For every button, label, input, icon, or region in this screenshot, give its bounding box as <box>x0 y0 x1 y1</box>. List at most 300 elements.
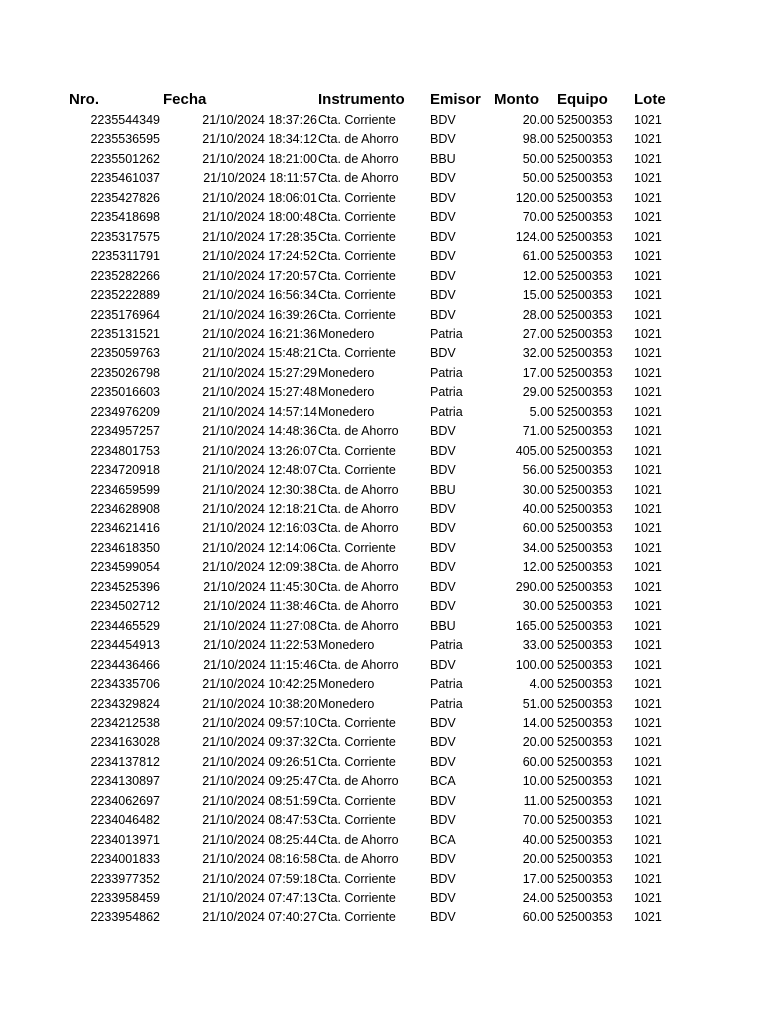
table-row <box>0 714 768 734</box>
cell-emisor: BDV <box>430 132 456 147</box>
cell-equipo: 52500353 <box>557 151 613 166</box>
cell-lote: 1021 <box>634 132 662 147</box>
cell-nro: 2233977352 <box>90 871 160 886</box>
table-row <box>0 597 768 617</box>
cell-equipo: 52500353 <box>557 774 613 789</box>
cell-equipo: 52500353 <box>557 443 613 458</box>
table-row <box>0 889 768 909</box>
cell-lote: 1021 <box>634 891 662 905</box>
cell-monto: 290.00 <box>515 579 554 594</box>
cell-instrumento: Cta. Corriente <box>318 307 396 322</box>
cell-fecha: 21/10/2024 07:47:13 <box>202 891 317 905</box>
cell-fecha: 21/10/2024 12:48:07 <box>202 463 317 478</box>
cell-fecha: 21/10/2024 18:00:48 <box>202 210 317 225</box>
cell-instrumento: Monedero <box>318 696 375 711</box>
header-instrumento: Instrumento <box>318 91 405 108</box>
table-row <box>0 675 768 695</box>
cell-lote: 1021 <box>634 560 662 575</box>
cell-lote: 1021 <box>634 151 662 166</box>
cell-emisor: BDV <box>430 443 456 458</box>
cell-nro: 2235282266 <box>90 268 160 283</box>
cell-monto: 98.00 <box>522 132 554 147</box>
cell-nro: 2235026798 <box>90 365 160 380</box>
cell-monto: 14.00 <box>522 715 554 730</box>
cell-lote: 1021 <box>634 793 662 808</box>
cell-instrumento: Cta. de Ahorro <box>318 560 399 575</box>
cell-fecha: 21/10/2024 12:14:06 <box>202 540 317 555</box>
cell-instrumento: Cta. de Ahorro <box>318 599 399 614</box>
cell-instrumento: Cta. de Ahorro <box>318 171 399 186</box>
cell-emisor: BDV <box>430 229 456 244</box>
cell-equipo: 52500353 <box>557 229 613 244</box>
cell-fecha: 21/10/2024 09:57:10 <box>202 715 317 730</box>
cell-fecha: 21/10/2024 08:51:59 <box>202 793 317 808</box>
cell-instrumento: Cta. Corriente <box>318 891 396 905</box>
cell-nro: 2235536595 <box>90 132 160 147</box>
table-row <box>0 247 768 267</box>
cell-emisor: BDV <box>430 171 456 186</box>
cell-emisor: BDV <box>430 502 456 516</box>
table-row <box>0 403 768 423</box>
cell-lote: 1021 <box>634 404 662 419</box>
cell-lote: 1021 <box>634 521 662 536</box>
cell-fecha: 21/10/2024 18:11:57 <box>203 171 317 186</box>
cell-emisor: BDV <box>430 735 456 750</box>
header-nro: Nro. <box>69 91 99 108</box>
cell-fecha: 21/10/2024 18:34:12 <box>202 132 317 147</box>
cell-equipo: 52500353 <box>557 365 613 380</box>
cell-emisor: BDV <box>430 307 456 322</box>
cell-lote: 1021 <box>634 813 662 828</box>
cell-emisor: BDV <box>430 871 456 886</box>
cell-monto: 20.00 <box>522 113 554 127</box>
cell-equipo: 52500353 <box>557 735 613 750</box>
cell-lote: 1021 <box>634 638 662 653</box>
cell-nro: 2235418698 <box>90 210 160 225</box>
cell-equipo: 52500353 <box>557 482 613 497</box>
table-row <box>0 908 768 928</box>
cell-equipo: 52500353 <box>557 326 613 341</box>
cell-monto: 29.00 <box>522 385 554 400</box>
cell-emisor: Patria <box>430 365 463 380</box>
cell-monto: 20.00 <box>522 852 554 867</box>
table-row <box>0 267 768 287</box>
cell-emisor: BDV <box>430 813 456 828</box>
cell-equipo: 52500353 <box>557 560 613 575</box>
cell-monto: 12.00 <box>522 560 554 575</box>
cell-instrumento: Cta. de Ahorro <box>318 151 399 166</box>
cell-nro: 2235311791 <box>91 249 160 264</box>
table-row <box>0 325 768 345</box>
cell-instrumento: Cta. Corriente <box>318 113 396 127</box>
cell-fecha: 21/10/2024 11:22:53 <box>203 638 317 653</box>
cell-lote: 1021 <box>634 171 662 186</box>
cell-monto: 27.00 <box>522 326 554 341</box>
cell-emisor: BDV <box>430 579 456 594</box>
cell-lote: 1021 <box>634 910 662 925</box>
cell-monto: 120.00 <box>515 190 554 205</box>
cell-nro: 2235222889 <box>90 288 160 303</box>
cell-emisor: BDV <box>430 540 456 555</box>
cell-fecha: 21/10/2024 07:59:18 <box>202 871 317 886</box>
cell-equipo: 52500353 <box>557 502 613 516</box>
cell-equipo: 52500353 <box>557 638 613 653</box>
table-row <box>0 111 768 131</box>
cell-monto: 11.00 <box>523 793 554 808</box>
table-row <box>0 811 768 831</box>
header-equipo: Equipo <box>557 91 608 108</box>
cell-equipo: 52500353 <box>557 618 613 633</box>
cell-monto: 60.00 <box>522 521 554 536</box>
cell-emisor: BDV <box>430 190 456 205</box>
cell-monto: 50.00 <box>522 151 554 166</box>
cell-lote: 1021 <box>634 249 662 264</box>
cell-equipo: 52500353 <box>557 754 613 769</box>
cell-nro: 2235059763 <box>90 346 160 361</box>
cell-fecha: 21/10/2024 11:45:30 <box>203 579 317 594</box>
cell-fecha: 21/10/2024 11:15:46 <box>203 657 317 672</box>
cell-fecha: 21/10/2024 16:39:26 <box>202 307 317 322</box>
cell-instrumento: Cta. Corriente <box>318 210 396 225</box>
cell-monto: 100.00 <box>515 657 554 672</box>
cell-monto: 70.00 <box>522 210 554 225</box>
cell-nro: 2234163028 <box>90 735 160 750</box>
cell-lote: 1021 <box>634 852 662 867</box>
cell-monto: 12.00 <box>522 268 554 283</box>
cell-instrumento: Cta. de Ahorro <box>318 521 399 536</box>
cell-equipo: 52500353 <box>557 793 613 808</box>
cell-emisor: BDV <box>430 113 456 127</box>
cell-monto: 56.00 <box>522 463 554 478</box>
cell-instrumento: Cta. Corriente <box>318 249 396 264</box>
cell-instrumento: Cta. Corriente <box>318 443 396 458</box>
cell-fecha: 21/10/2024 09:37:32 <box>202 735 317 750</box>
cell-monto: 405.00 <box>515 443 554 458</box>
cell-equipo: 52500353 <box>557 210 613 225</box>
cell-equipo: 52500353 <box>557 677 613 692</box>
cell-lote: 1021 <box>634 482 662 497</box>
cell-equipo: 52500353 <box>557 540 613 555</box>
cell-lote: 1021 <box>634 832 662 847</box>
cell-emisor: BCA <box>430 832 456 847</box>
cell-instrumento: Cta. de Ahorro <box>318 502 399 516</box>
header-lote: Lote <box>634 91 666 108</box>
cell-emisor: BDV <box>430 346 456 361</box>
cell-monto: 60.00 <box>522 754 554 769</box>
cell-nro: 2234335706 <box>90 677 160 692</box>
cell-instrumento: Cta. Corriente <box>318 190 396 205</box>
cell-equipo: 52500353 <box>557 852 613 867</box>
cell-nro: 2235544349 <box>90 113 160 127</box>
cell-emisor: BDV <box>430 599 456 614</box>
cell-fecha: 21/10/2024 12:18:21 <box>202 502 317 516</box>
table-row <box>0 519 768 539</box>
header-emisor: Emisor <box>430 91 481 108</box>
cell-lote: 1021 <box>634 268 662 283</box>
cell-fecha: 21/10/2024 11:38:46 <box>203 599 317 614</box>
cell-equipo: 52500353 <box>557 579 613 594</box>
cell-nro: 2235427826 <box>90 190 160 205</box>
cell-nro: 2234502712 <box>90 599 160 614</box>
cell-emisor: BDV <box>430 288 456 303</box>
cell-equipo: 52500353 <box>557 288 613 303</box>
cell-emisor: BDV <box>430 210 456 225</box>
cell-nro: 2234062697 <box>90 793 160 808</box>
cell-nro: 2234137812 <box>90 754 160 769</box>
cell-equipo: 52500353 <box>557 696 613 711</box>
table-row <box>0 208 768 228</box>
cell-fecha: 21/10/2024 16:56:34 <box>202 288 317 303</box>
cell-equipo: 52500353 <box>557 424 613 439</box>
cell-instrumento: Cta. de Ahorro <box>318 657 399 672</box>
table-row <box>0 695 768 715</box>
cell-equipo: 52500353 <box>557 404 613 419</box>
table-row <box>0 831 768 851</box>
table-row <box>0 422 768 442</box>
cell-equipo: 52500353 <box>557 171 613 186</box>
cell-emisor: Patria <box>430 677 463 692</box>
cell-nro: 2234976209 <box>90 404 160 419</box>
cell-monto: 33.00 <box>522 638 554 653</box>
cell-instrumento: Cta. Corriente <box>318 793 396 808</box>
table-row <box>0 617 768 637</box>
cell-nro: 2235131521 <box>90 326 160 341</box>
cell-emisor: BDV <box>430 891 456 905</box>
cell-lote: 1021 <box>634 502 662 516</box>
cell-emisor: Patria <box>430 385 463 400</box>
cell-fecha: 21/10/2024 18:21:00 <box>202 151 317 166</box>
cell-lote: 1021 <box>634 365 662 380</box>
cell-lote: 1021 <box>634 229 662 244</box>
cell-fecha: 21/10/2024 09:25:47 <box>202 774 317 789</box>
cell-lote: 1021 <box>634 346 662 361</box>
table-row <box>0 753 768 773</box>
table-row <box>0 442 768 462</box>
cell-emisor: Patria <box>430 638 463 653</box>
cell-nro: 2234525396 <box>90 579 160 594</box>
cell-equipo: 52500353 <box>557 190 613 205</box>
cell-lote: 1021 <box>634 677 662 692</box>
cell-emisor: BDV <box>430 793 456 808</box>
header-fecha: Fecha <box>163 91 207 108</box>
cell-lote: 1021 <box>634 735 662 750</box>
cell-monto: 61.00 <box>522 249 554 264</box>
cell-emisor: BDV <box>430 657 456 672</box>
cell-monto: 28.00 <box>522 307 554 322</box>
cell-fecha: 21/10/2024 08:47:53 <box>202 813 317 828</box>
cell-equipo: 52500353 <box>557 832 613 847</box>
cell-fecha: 21/10/2024 17:28:35 <box>202 229 317 244</box>
cell-lote: 1021 <box>634 715 662 730</box>
cell-instrumento: Monedero <box>318 638 375 653</box>
cell-fecha: 21/10/2024 12:30:38 <box>202 482 317 497</box>
cell-nro: 2234720918 <box>90 463 160 478</box>
cell-nro: 2233958459 <box>90 891 160 905</box>
cell-fecha: 21/10/2024 18:37:26 <box>202 113 317 127</box>
cell-monto: 51.00 <box>522 696 554 711</box>
cell-lote: 1021 <box>634 288 662 303</box>
cell-equipo: 52500353 <box>557 599 613 614</box>
cell-equipo: 52500353 <box>557 132 613 147</box>
cell-fecha: 21/10/2024 14:57:14 <box>202 404 317 419</box>
cell-instrumento: Cta. de Ahorro <box>318 774 399 789</box>
cell-equipo: 52500353 <box>557 871 613 886</box>
cell-lote: 1021 <box>634 774 662 789</box>
cell-monto: 20.00 <box>522 735 554 750</box>
cell-instrumento: Cta. de Ahorro <box>318 618 399 633</box>
cell-equipo: 52500353 <box>557 521 613 536</box>
cell-monto: 50.00 <box>522 171 554 186</box>
table-row <box>0 461 768 481</box>
cell-instrumento: Cta. de Ahorro <box>318 132 399 147</box>
cell-nro: 2235016603 <box>90 385 160 400</box>
cell-monto: 5.00 <box>529 404 554 419</box>
cell-nro: 2234618350 <box>90 540 160 555</box>
cell-fecha: 21/10/2024 17:24:52 <box>202 249 317 264</box>
cell-lote: 1021 <box>634 307 662 322</box>
cell-lote: 1021 <box>634 599 662 614</box>
cell-monto: 71.00 <box>522 424 554 439</box>
cell-monto: 40.00 <box>522 502 554 516</box>
cell-equipo: 52500353 <box>557 657 613 672</box>
table-row <box>0 656 768 676</box>
cell-nro: 2234801753 <box>90 443 160 458</box>
cell-emisor: BDV <box>430 715 456 730</box>
cell-equipo: 52500353 <box>557 385 613 400</box>
cell-monto: 70.00 <box>522 813 554 828</box>
cell-monto: 165.00 <box>515 618 554 633</box>
cell-monto: 10.00 <box>522 774 554 789</box>
cell-nro: 2234957257 <box>90 424 160 439</box>
cell-nro: 2235317575 <box>90 229 160 244</box>
table-row <box>0 150 768 170</box>
cell-monto: 32.00 <box>522 346 554 361</box>
cell-nro: 2234436466 <box>90 657 160 672</box>
cell-nro: 2233954862 <box>90 910 160 925</box>
cell-instrumento: Cta. de Ahorro <box>318 852 399 867</box>
cell-emisor: BBU <box>430 618 456 633</box>
cell-monto: 17.00 <box>522 365 554 380</box>
table-row <box>0 364 768 384</box>
cell-lote: 1021 <box>634 463 662 478</box>
cell-emisor: BDV <box>430 852 456 867</box>
table-row <box>0 306 768 326</box>
cell-equipo: 52500353 <box>557 813 613 828</box>
cell-equipo: 52500353 <box>557 249 613 264</box>
cell-lote: 1021 <box>634 424 662 439</box>
cell-nro: 2234130897 <box>90 774 160 789</box>
cell-lote: 1021 <box>634 385 662 400</box>
table-row <box>0 578 768 598</box>
cell-emisor: BDV <box>430 754 456 769</box>
cell-monto: 34.00 <box>522 540 554 555</box>
cell-fecha: 21/10/2024 18:06:01 <box>202 190 317 205</box>
cell-fecha: 21/10/2024 16:21:36 <box>202 326 317 341</box>
cell-instrumento: Monedero <box>318 385 375 400</box>
cell-lote: 1021 <box>634 696 662 711</box>
cell-equipo: 52500353 <box>557 910 613 925</box>
table-row <box>0 130 768 150</box>
cell-nro: 2234465529 <box>90 618 160 633</box>
cell-lote: 1021 <box>634 210 662 225</box>
cell-fecha: 21/10/2024 08:25:44 <box>202 832 317 847</box>
cell-instrumento: Monedero <box>318 404 375 419</box>
cell-emisor: BBU <box>430 482 456 497</box>
cell-monto: 60.00 <box>522 910 554 925</box>
table-row <box>0 792 768 812</box>
cell-instrumento: Cta. Corriente <box>318 813 396 828</box>
cell-emisor: Patria <box>430 404 463 419</box>
cell-monto: 24.00 <box>522 891 554 905</box>
cell-emisor: BDV <box>430 910 456 925</box>
cell-lote: 1021 <box>634 326 662 341</box>
cell-nro: 2234212538 <box>90 715 160 730</box>
cell-nro: 2234599054 <box>90 560 160 575</box>
cell-lote: 1021 <box>634 540 662 555</box>
cell-lote: 1021 <box>634 754 662 769</box>
cell-nro: 2234046482 <box>90 813 160 828</box>
cell-emisor: BDV <box>430 463 456 478</box>
cell-emisor: BDV <box>430 249 456 264</box>
table-row <box>0 169 768 189</box>
cell-lote: 1021 <box>634 579 662 594</box>
cell-equipo: 52500353 <box>557 891 613 905</box>
cell-fecha: 21/10/2024 15:27:29 <box>202 365 317 380</box>
cell-lote: 1021 <box>634 618 662 633</box>
table-row <box>0 539 768 559</box>
cell-lote: 1021 <box>634 190 662 205</box>
cell-monto: 15.00 <box>522 288 554 303</box>
table-row <box>0 481 768 501</box>
cell-instrumento: Cta. Corriente <box>318 871 396 886</box>
cell-fecha: 21/10/2024 17:20:57 <box>202 268 317 283</box>
cell-monto: 30.00 <box>522 599 554 614</box>
cell-instrumento: Cta. Corriente <box>318 540 396 555</box>
cell-emisor: BCA <box>430 774 456 789</box>
cell-emisor: BBU <box>430 151 456 166</box>
cell-instrumento: Cta. Corriente <box>318 288 396 303</box>
cell-monto: 124.00 <box>515 229 554 244</box>
cell-instrumento: Cta. Corriente <box>318 229 396 244</box>
cell-nro: 2234329824 <box>90 696 160 711</box>
cell-fecha: 21/10/2024 15:27:48 <box>202 385 317 400</box>
cell-instrumento: Cta. Corriente <box>318 346 396 361</box>
cell-fecha: 21/10/2024 08:16:58 <box>202 852 317 867</box>
cell-nro: 2234628908 <box>90 502 160 516</box>
cell-instrumento: Monedero <box>318 326 375 341</box>
cell-fecha: 21/10/2024 07:40:27 <box>202 910 317 925</box>
cell-lote: 1021 <box>634 113 662 127</box>
table-row <box>0 286 768 306</box>
cell-instrumento: Cta. de Ahorro <box>318 424 399 439</box>
cell-nro: 2235176964 <box>90 307 160 322</box>
table-row <box>0 733 768 753</box>
cell-monto: 30.00 <box>522 482 554 497</box>
table-row <box>0 228 768 248</box>
table-row <box>0 850 768 870</box>
cell-emisor: Patria <box>430 696 463 711</box>
cell-fecha: 21/10/2024 15:48:21 <box>202 346 317 361</box>
cell-fecha: 21/10/2024 12:09:38 <box>202 560 317 575</box>
cell-fecha: 21/10/2024 14:48:36 <box>202 424 317 439</box>
cell-instrumento: Monedero <box>318 677 375 692</box>
cell-instrumento: Cta. Corriente <box>318 910 396 925</box>
table-row <box>0 558 768 578</box>
cell-emisor: Patria <box>430 326 463 341</box>
cell-nro: 2234001833 <box>90 852 160 867</box>
cell-instrumento: Cta. Corriente <box>318 735 396 750</box>
cell-instrumento: Cta. de Ahorro <box>318 832 399 847</box>
